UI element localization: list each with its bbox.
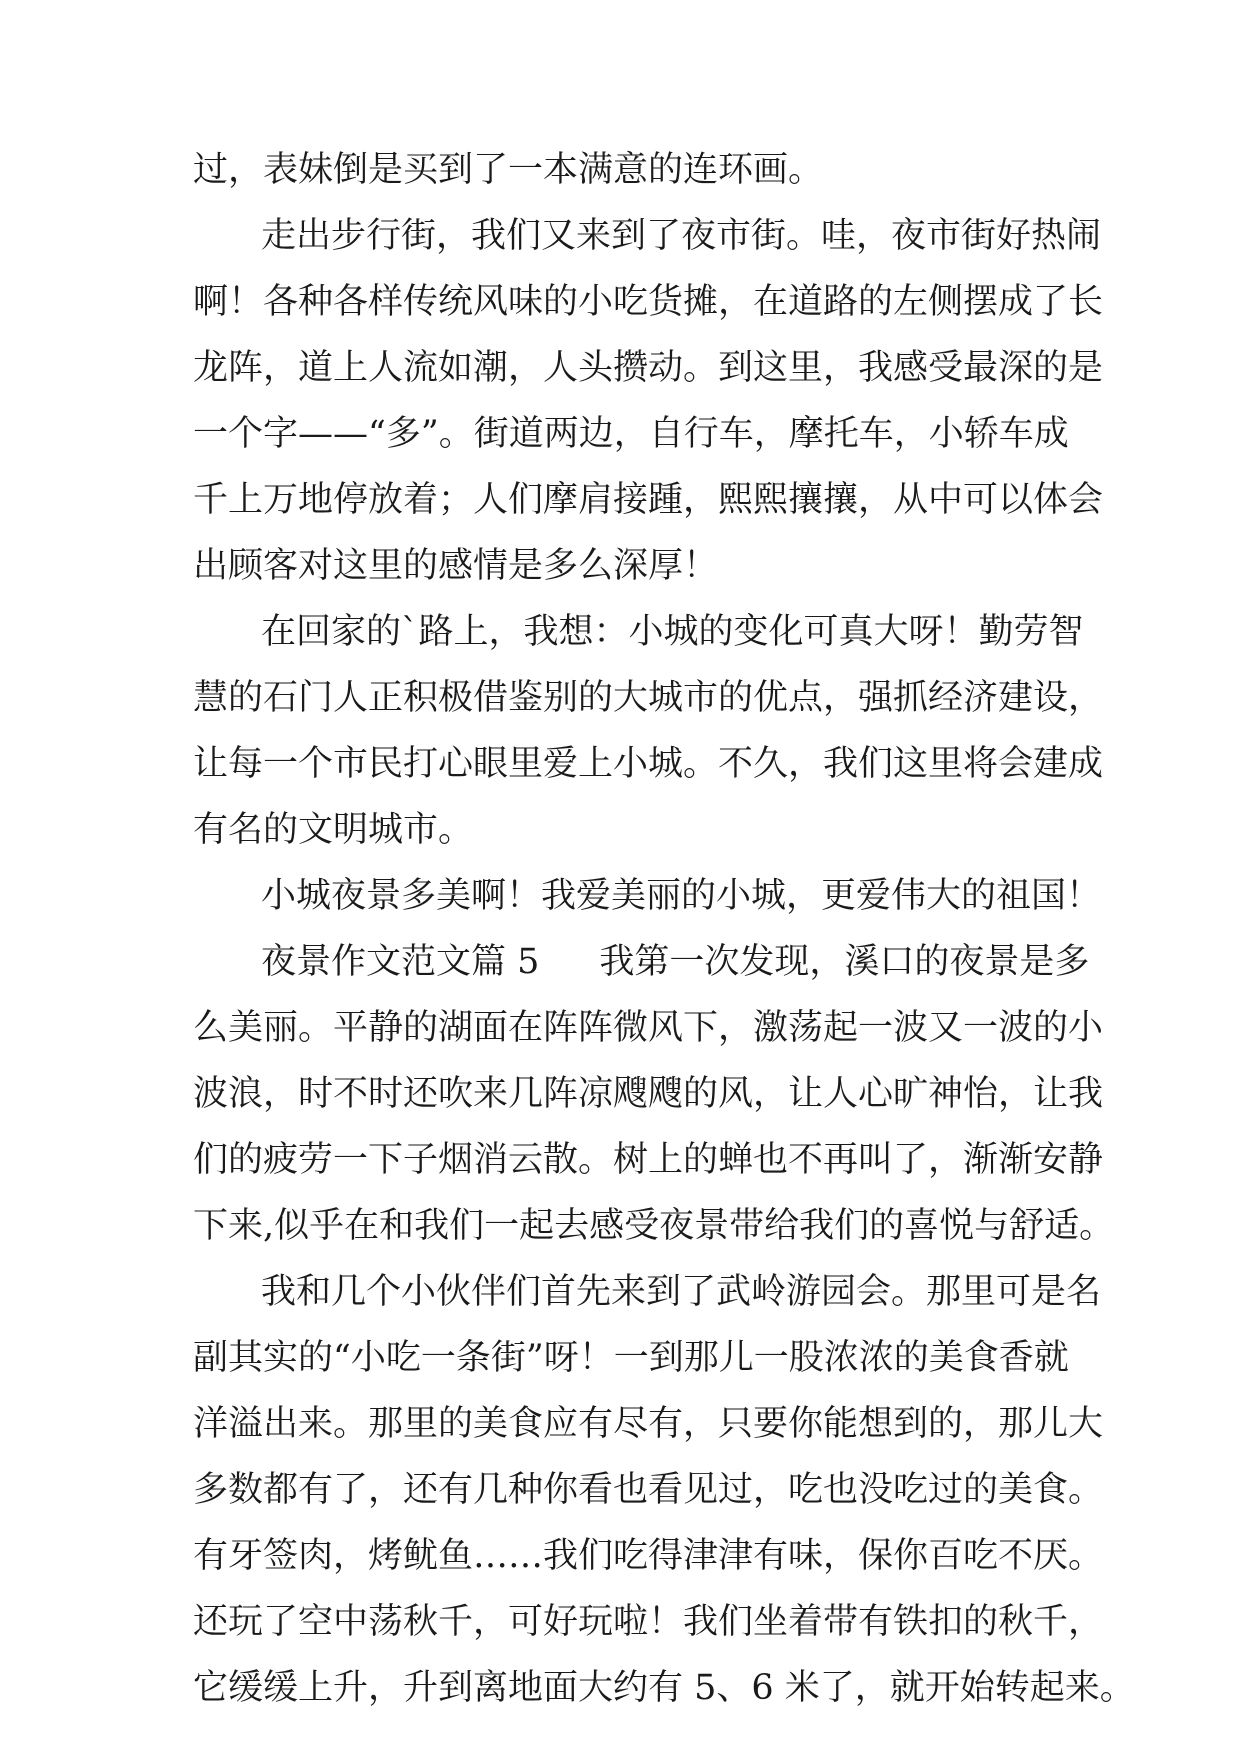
text-line: 出顾客对这里的感情是多么深厚！ [193, 546, 719, 586]
text-line: 波浪，时不时还吹来几阵凉飕飕的风，让人心旷神怡，让我 [193, 1074, 1104, 1114]
text-line: 么美丽。平静的湖面在阵阵微风下，激荡起一波又一波的小 [193, 1008, 1104, 1048]
text-line: 过，表妹倒是买到了一本满意的连环画。 [193, 150, 824, 190]
text-line: 有名的文明城市。 [193, 810, 474, 850]
text-line: 千上万地停放着；人们摩肩接踵，熙熙攘攘，从中可以体会 [193, 480, 1104, 520]
paragraph-first-line: 走出步行街，我们又来到了夜市街。哇，夜市街好热闹 [261, 216, 1102, 256]
text-line: 们的疲劳一下子烟消云散。树上的蝉也不再叫了，渐渐安静 [193, 1140, 1104, 1180]
text-line: 龙阵，道上人流如潮，人头攒动。到这里，我感受最深的是 [193, 348, 1104, 388]
text-line: 让每一个市民打心眼里爱上小城。不久，我们这里将会建成 [193, 744, 1104, 784]
text-line: 啊！各种各样传统风味的小吃货摊，在道路的左侧摆成了长 [193, 282, 1104, 322]
text-line: 多数都有了，还有几种你看也看见过，吃也没吃过的美食。 [193, 1470, 1104, 1510]
text-line: 下来,似乎在和我们一起去感受夜景带给我们的喜悦与舒适。 [193, 1206, 1115, 1246]
paragraph-first-line: 我和几个小伙伴们首先来到了武岭游园会。那里可是名 [261, 1272, 1102, 1312]
section-heading: 夜景作文范文篇 5 [261, 942, 540, 982]
text-line: 有牙签肉，烤鱿鱼……我们吃得津津有味，保你百吃不厌。 [193, 1536, 1104, 1576]
text-line: 慧的石门人正积极借鉴别的大城市的优点，强抓经济建设， [193, 678, 1104, 718]
section-heading-line [261, 940, 1090, 1006]
text-line: 它缓缓上升，升到离地面大约有 5、6 米了，就开始转起来。 [193, 1668, 1135, 1708]
section-text: 我第一次发现，溪口的夜景是多 [599, 942, 1090, 982]
text-line: 副其实的“小吃一条街”呀！一到那儿一股浓浓的美食香就 [193, 1338, 1069, 1378]
paragraph-first-line: 在回家的`路上，我想：小城的变化可真大呀！勤劳智 [261, 612, 1084, 652]
text-line: 洋溢出来。那里的美食应有尽有，只要你能想到的，那儿大 [193, 1404, 1104, 1444]
text-line: 还玩了空中荡秋千，可好玩啦！我们坐着带有铁扣的秋千， [193, 1602, 1104, 1642]
text-line: 一个字——“多”。街道两边，自行车，摩托车，小轿车成 [193, 414, 1069, 454]
paragraph-first-line: 小城夜景多美啊！我爱美丽的小城，更爱伟大的祖国！ [261, 876, 1102, 916]
